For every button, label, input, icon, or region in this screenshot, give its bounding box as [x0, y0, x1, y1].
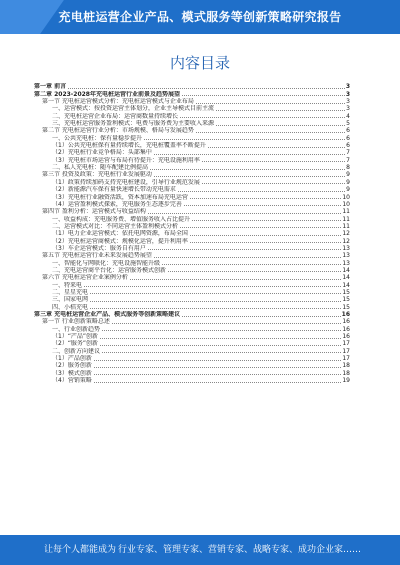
toc-entry-title: 二、创新方向建议	[52, 347, 101, 355]
toc-leader-dots	[102, 330, 341, 331]
toc-leader-dots	[112, 323, 341, 324]
toc-entry[interactable]	[34, 156, 350, 163]
toc-entry-page: 15	[342, 288, 350, 296]
toc-leader-dots	[148, 249, 342, 250]
toc-entry-page: 11	[342, 222, 350, 230]
toc-entry-title: 一、运营模式：按投资运营主体划分，企业主导模式目前主流	[52, 105, 215, 113]
toc-leader-dots	[190, 198, 342, 199]
toc-leader-dots	[178, 191, 345, 192]
toc-entry-page: 3	[345, 90, 350, 98]
toc-entry-title: （1）“产品”创新	[52, 333, 99, 341]
toc-entry[interactable]	[34, 149, 350, 156]
toc-entry[interactable]	[34, 171, 350, 178]
toc-leader-dots	[208, 147, 345, 148]
toc-entry-page: 12	[342, 237, 350, 245]
toc-entry-title: 二、私人充电桩：随车配建比例提高	[52, 164, 149, 172]
toc-entry[interactable]	[34, 296, 350, 303]
toc-entry-title: （1）电力企业运营模式：依托电网资源，布局全国	[52, 230, 188, 238]
toc-leader-dots	[196, 103, 345, 104]
toc-entry-page: 15	[342, 303, 350, 311]
toc-leader-dots	[90, 293, 341, 294]
toc-entry-title: （4）运营盈利模式探索，充电服务生态逐步完善	[52, 200, 182, 208]
toc-leader-dots	[202, 161, 345, 162]
toc-entry[interactable]	[34, 223, 350, 230]
toc-entry-title: 第六节 充电桩运营企业案例分析	[42, 274, 128, 282]
toc-entry-title: （2）新能源汽车保有量快速增长带动充电需求	[52, 186, 176, 194]
toc-entry[interactable]	[34, 90, 350, 97]
toc-leader-dots	[184, 205, 342, 206]
toc-entry[interactable]	[34, 83, 350, 90]
toc-leader-dots	[150, 169, 345, 170]
toc-entry-title: （3）充电桩行业融资活跃，资本加速布局充电运营	[52, 193, 188, 201]
toc-leader-dots	[180, 117, 345, 118]
toc-entry-page: 8	[346, 164, 350, 172]
toc-entry-page: 18	[342, 369, 350, 377]
toc-entry-page: 13	[342, 244, 350, 252]
toc-entry[interactable]	[34, 347, 350, 354]
toc-entry[interactable]	[34, 186, 350, 193]
toc-leader-dots	[216, 125, 345, 126]
toc-leader-dots	[94, 382, 342, 383]
toc-entry-title: 第三章 充电桩运营企业产品、模式服务等创新策略建议	[34, 311, 181, 318]
toc-entry-page: 13	[342, 252, 350, 260]
toc-entry-title: 一、智能化与网联化：充电设施智能升级	[52, 259, 161, 267]
toc-leader-dots	[162, 264, 341, 265]
toc-entry-title: 三、充电桩运营服务盈利模式：电费与服务费为主要收入来源	[52, 120, 215, 128]
toc-entry-page: 11	[342, 215, 350, 223]
toc-entry-page: 15	[342, 296, 350, 304]
toc-leader-dots	[144, 139, 345, 140]
toc-entry-page: 6	[346, 142, 350, 150]
toc-leader-dots	[68, 88, 345, 89]
toc-leader-dots	[130, 279, 341, 280]
toc-entry-title: 第二节 充电桩运营行业分析：市场规模、格局与发展趋势	[42, 127, 194, 135]
toc-heading: 内容目录	[169, 54, 230, 72]
report-title: 充电桩运营企业产品、模式服务等创新策略研究报告	[58, 10, 342, 24]
toc-entry-title: 第一节 充电桩运营模式分析：充电桩运营模式与企业布局	[42, 98, 194, 106]
toc-entry-title: 三、国家电网	[52, 296, 89, 304]
toc-leader-dots	[100, 345, 341, 346]
toc-entry-title: （1）政策持续加码支持充电桩建设，引导行业规范发展	[52, 178, 200, 186]
toc-entry-page: 9	[346, 171, 350, 179]
toc-entry-title: 第一节 行业创新策略总述	[42, 318, 110, 326]
toc-leader-dots	[182, 316, 341, 317]
toc-entry-title: 第一章 前言	[34, 83, 67, 91]
toc-entry-page: 14	[342, 266, 350, 274]
toc-entry-title: （3）车企运营模式：服务自有用户	[52, 244, 146, 252]
toc-leader-dots	[216, 110, 345, 111]
page-footer	[0, 535, 400, 565]
toc-leader-dots	[100, 338, 341, 339]
toc-entry[interactable]	[34, 267, 350, 274]
toc-leader-dots	[102, 352, 341, 353]
toc-entry[interactable]	[34, 120, 350, 127]
toc-entry-page: 12	[342, 230, 350, 238]
toc-entry[interactable]	[34, 318, 350, 325]
toc-entry[interactable]	[34, 208, 350, 215]
toc-entry[interactable]	[34, 134, 350, 141]
toc-entry-page: 9	[346, 178, 350, 186]
toc-entry-title: 第五节 充电桩运营行业未来发展趋势展望	[42, 252, 152, 260]
toc-leader-dots	[148, 213, 341, 214]
toc-leader-dots	[90, 301, 341, 302]
toc-leader-dots	[182, 95, 345, 96]
toc-entry[interactable]	[34, 98, 350, 105]
toc-entry-page: 3	[346, 105, 350, 113]
toc-entry-page: 14	[342, 274, 350, 282]
toc-entry-title: 第四节 盈利分析：运营模式与收益结构	[42, 208, 146, 216]
toc-entry-page: 16	[341, 311, 350, 318]
toc-entry-title: 二、充电桩运营企业布局：运营商数量持续增长	[52, 112, 179, 120]
toc-entry-page: 16	[342, 318, 350, 326]
toc-entry[interactable]	[34, 230, 350, 237]
toc-entry-page: 3	[346, 98, 350, 106]
toc-entry[interactable]	[34, 281, 350, 288]
toc-entry[interactable]	[34, 245, 350, 252]
toc-entry[interactable]	[34, 193, 350, 200]
toc-leader-dots	[90, 308, 341, 309]
toc-entry[interactable]	[34, 127, 350, 134]
toc-entry-page: 16	[342, 333, 350, 341]
toc-entry-page: 6	[346, 127, 350, 135]
toc-entry-title: 一、行业创新趋势	[52, 325, 101, 333]
toc-entry-title: （2）服务创新	[52, 362, 92, 370]
toc-entry[interactable]	[34, 289, 350, 296]
toc-leader-dots	[190, 235, 342, 236]
toc-entry-page: 10	[342, 200, 350, 208]
toc-leader-dots	[154, 154, 345, 155]
toc-entry-title: （2）“服务”创新	[52, 340, 99, 348]
toc-leader-dots	[168, 271, 341, 272]
toc-entry-title: 二、充电运营商平台化：运营服务模式创新	[52, 266, 167, 274]
toc-leader-dots	[154, 176, 345, 177]
toc-entry[interactable]	[34, 237, 350, 244]
toc-entry[interactable]	[34, 252, 350, 259]
toc-entry-title: 第三节 投资及政策：充电桩行业发展驱动	[42, 171, 152, 179]
toc-entry[interactable]	[34, 259, 350, 266]
page-header	[0, 0, 400, 34]
toc-entry-page: 14	[342, 281, 350, 289]
toc-entry-title: 一、收益构成：充电服务费、增值服务收入占比提升	[52, 215, 191, 223]
toc-entry[interactable]	[34, 333, 350, 340]
toc-entry-page: 13	[342, 259, 350, 267]
footer-brand: 让每个人都能成为	[44, 545, 117, 555]
toc-entry-page: 16	[342, 325, 350, 333]
toc-entry[interactable]	[34, 340, 350, 347]
toc-leader-dots	[180, 227, 341, 228]
toc-entry[interactable]	[34, 369, 350, 376]
toc-entry-title: （2）充电桩行业竞争格局：头部集中	[52, 149, 152, 157]
toc-entry[interactable]	[34, 178, 350, 185]
toc-entry[interactable]	[34, 215, 350, 222]
toc-entry-page: 4	[346, 112, 350, 120]
toc-entry[interactable]	[34, 311, 350, 318]
toc-entry[interactable]	[34, 325, 350, 332]
toc-entry-page: 17	[342, 340, 350, 348]
toc-entry-page: 19	[342, 377, 350, 385]
footer-slogan: 行业专家、管理专家、营销专家、战略专家、成功企业家……	[118, 545, 362, 555]
toc-entry-title: 第二章 2023-2028年充电桩运营行业前景及趋势展望	[34, 90, 180, 98]
toc-entry-page: 11	[342, 208, 350, 216]
toc-entry-page: 7	[346, 156, 350, 164]
toc-entry[interactable]	[34, 274, 350, 281]
toc-leader-dots	[190, 242, 342, 243]
toc-entry-title: 一、特来电	[52, 281, 83, 289]
toc-entry[interactable]	[34, 355, 350, 362]
toc-entry-page: 10	[342, 193, 350, 201]
toc-entry[interactable]	[34, 377, 350, 384]
toc-entry-page: 3	[345, 83, 350, 91]
toc-leader-dots	[196, 132, 345, 133]
toc-entry-page: 17	[342, 355, 350, 363]
toc-leader-dots	[202, 183, 345, 184]
toc-entry[interactable]	[34, 303, 350, 310]
toc-leader-dots	[94, 374, 342, 375]
toc-leader-dots	[192, 220, 341, 221]
toc-entry-page: 5	[346, 120, 350, 128]
toc-entry[interactable]	[34, 105, 350, 112]
toc-entry-title: （3）模式创新	[52, 369, 92, 377]
toc-leader-dots	[84, 286, 341, 287]
toc-entry-title: 一、公共充电桩：保有量稳步提升	[52, 134, 143, 142]
toc-entry-title: 二、运营模式对比：不同运营主体盈利模式分析	[52, 222, 179, 230]
toc-entry-page: 18	[342, 362, 350, 370]
toc-leader-dots	[94, 360, 342, 361]
table-of-contents	[34, 83, 350, 384]
toc-entry[interactable]	[34, 201, 350, 208]
toc-entry-page: 17	[342, 347, 350, 355]
toc-leader-dots	[94, 367, 342, 368]
toc-entry[interactable]	[34, 362, 350, 369]
toc-entry-page: 7	[346, 149, 350, 157]
toc-leader-dots	[154, 257, 341, 258]
toc-entry-page: 6	[346, 134, 350, 142]
toc-entry[interactable]	[34, 112, 350, 119]
toc-entry-title: 二、星星充电	[52, 288, 89, 296]
toc-entry-title: 四、小桔充电	[52, 303, 89, 311]
toc-entry[interactable]	[34, 164, 350, 171]
toc-entry-title: （4）营销策略	[52, 377, 92, 385]
toc-entry-title: （3）充电桩市场运营与布局有待提升：充电设施利用率	[52, 156, 200, 164]
toc-entry-title: （1）公共充电桩保有量持续增长，充电桩覆盖率不断提升	[52, 142, 206, 150]
toc-entry-title: （1）产品创新	[52, 355, 92, 363]
toc-entry-page: 9	[346, 186, 350, 194]
toc-entry-title: （2）充电桩运营商模式：规模化运营，提升利用率	[52, 237, 188, 245]
toc-entry[interactable]	[34, 142, 350, 149]
